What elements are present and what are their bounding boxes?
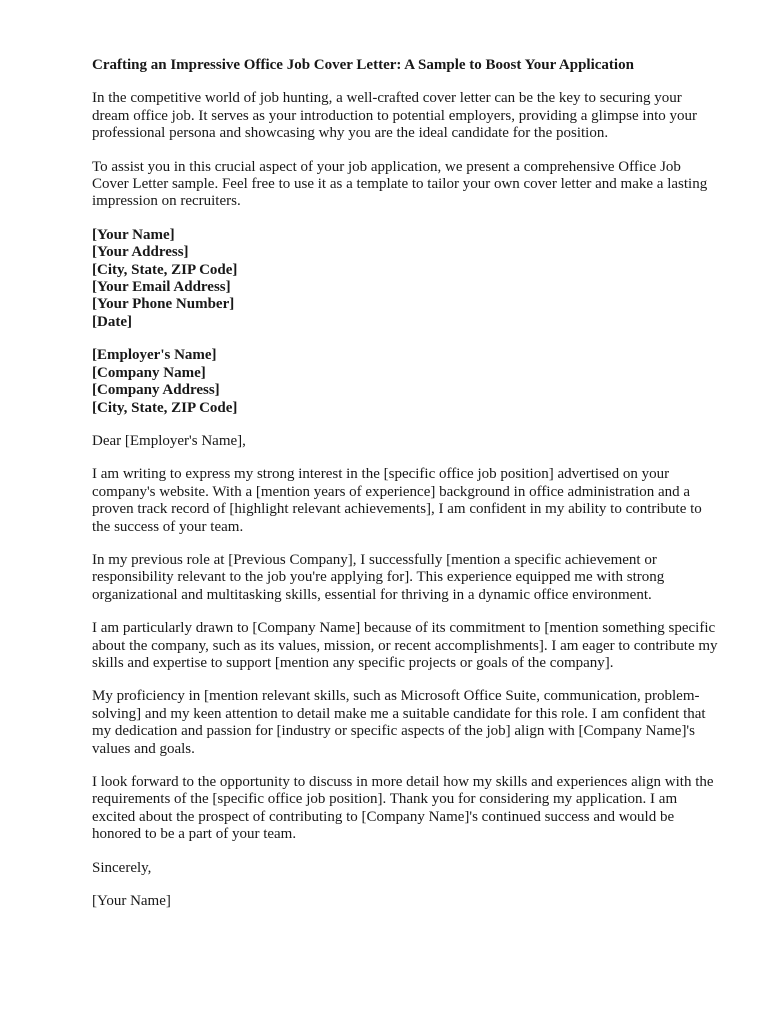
recipient-address-block (92, 347, 718, 417)
sender-name-line: [Your Name] (92, 226, 175, 243)
recipient-city-state-line: [City, State, ZIP Code] (92, 399, 238, 416)
sender-address-line: [Your Address] (92, 244, 189, 261)
body-paragraph-2: In my previous role at [Previous Company], I successfully [mention a specific achievement or responsibility relevant to the job you're applying for]. This experience equipped me with strong organizational and multitasking skills, essential for thriving in a dynamic office environment. (92, 551, 665, 603)
sender-address-block (92, 227, 718, 331)
body-paragraph-5: I look forward to the opportunity to discuss in more detail how my skills and experiences align with the requirements of the [specific office job position]. Thank you for considering my application. I am excited about the prospect of contributing to [Company Name]'s continued success and would be honored to be a part of your team. (92, 774, 714, 843)
sender-phone-line: [Your Phone Number] (92, 296, 235, 313)
body-paragraph-1: I am writing to express my strong interest in the [specific office job position] advertised on your company's website. With a [mention years of experience] background in office administration and a proven track record of [highlight relevant achievements], I am confident in my ability to contribute to the success of your team. (92, 466, 702, 535)
body-paragraph-4: My proficiency in [mention relevant skills, such as Microsoft Office Suite, communication, problem-solving] and my keen attention to detail make me a suitable candidate for this role. I am confident that my dedication and passion for [industry or specific aspects of the job] align with [Company Name]'s values and goals. (92, 688, 706, 757)
closing: Sincerely, (92, 859, 152, 876)
sender-email-line: [Your Email Address] (92, 279, 231, 296)
intro-paragraph-1: In the competitive world of job hunting, a well-crafted cover letter can be the key to securing your dream office job. It serves as your introduction to potential employers, providing a glimpse into your professional persona and showcasing why you are the ideal candidate for the position. (92, 90, 698, 142)
intro-paragraph-2: To assist you in this crucial aspect of your job application, we present a comprehensive Office Job Cover Letter sample. Feel free to use it as a template to tailor your own cover letter and make a lasting impression on recruiters. (92, 158, 708, 210)
salutation: Dear [Employer's Name], (92, 432, 246, 449)
recipient-address-line: [Company Address] (92, 382, 220, 399)
sender-date-line: [Date] (92, 313, 132, 330)
recipient-name-line: [Employer's Name] (92, 347, 217, 364)
sender-city-state-line: [City, State, ZIP Code] (92, 261, 238, 278)
signature-placeholder: [Your Name] (92, 893, 171, 910)
recipient-company-line: [Company Name] (92, 364, 206, 381)
document-title: Crafting an Impressive Office Job Cover Letter: A Sample to Boost Your Application (92, 57, 634, 73)
body-paragraph-3: I am particularly drawn to [Company Name] because of its commitment to [mention something specific about the company, such as its values, mission, or recent accomplishments]. I am eager to contribute my skills and expertise to support [mention any specific projects or goals of the company]. (92, 620, 718, 671)
